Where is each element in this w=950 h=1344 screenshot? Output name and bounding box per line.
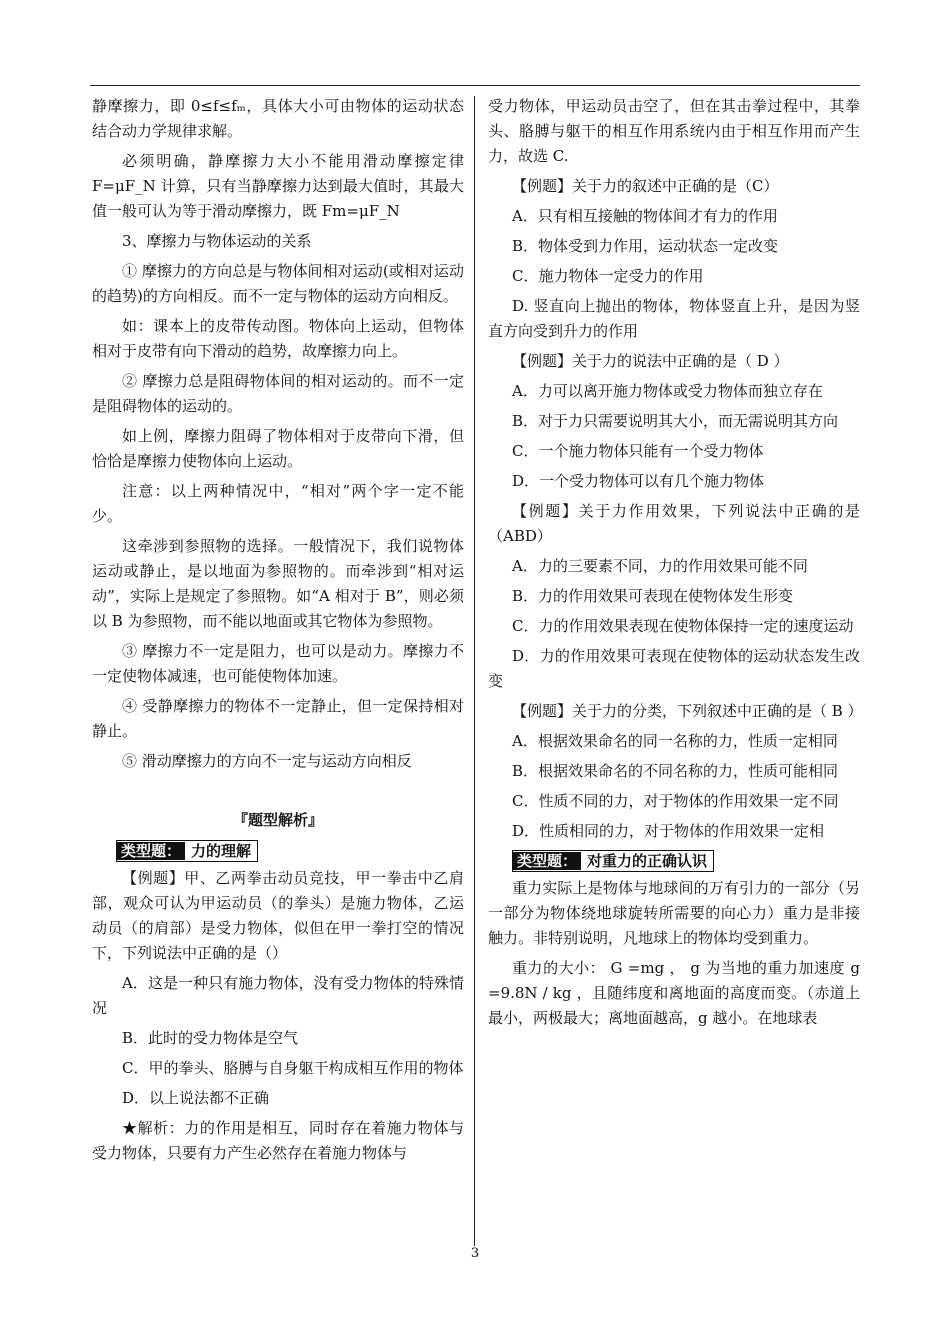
option: C．一个施力物体只能有一个受力物体 [512, 442, 764, 460]
example-question: 【例题】关于力的叙述中正确的是（C） [512, 177, 779, 195]
option: A．力可以离开施力物体或受力物体而独立存在 [512, 382, 823, 400]
option: A．力的三要素不同，力的作用效果可能不同 [512, 557, 808, 575]
type-box-title: 对重力的正确认识 [587, 852, 708, 870]
paragraph: 必须明确，静摩擦力大小不能用滑动摩擦定律 F=μF_N 计算，只有当静摩擦力达到最大值时，其最大值一般可认为等于滑动摩擦力，既 Fm=μF_N [92, 152, 464, 220]
right-column [488, 94, 863, 1036]
option: D．一个受力物体可以有几个施力物体 [512, 472, 765, 490]
example-question: 【例题】关于力的分类，下列叙述中正确的是（ B ） [512, 702, 863, 720]
option: B．根据效果命名的不同名称的力，性质可能相同 [512, 762, 839, 780]
type-box-label: 类型题： [513, 852, 581, 870]
paragraph: 受力物体，甲运动员击空了，但在其击拳过程中，其拳头、胳膊与躯干的相互作用系统内由于相互作用而产生力，故选 C. [488, 97, 860, 165]
option: A．只有相互接触的物体间才有力的作用 [512, 207, 778, 225]
paragraph: ① 摩擦力的方向总是与物体间相对运动(或相对运动的趋势)的方向相反。而不一定与物体的运动方向相反。 [92, 262, 464, 305]
example-question: 【例题】甲、乙两拳击动员竞技，甲一拳击中乙肩部，观众可认为甲运动员（的拳头）是施力物体，乙运动员（的肩部）是受力物体，似但在甲一拳打空的情况下，下列说法中正确的是（） [92, 869, 464, 962]
paragraph: ② 摩擦力总是阻碍物体间的相对运动的。而不一定是阻碍物体的运动的。 [92, 372, 464, 415]
type-box-label: 类型题： [117, 842, 185, 860]
section-title: 『题型解析』 [232, 811, 323, 829]
paragraph: 重力实际上是物体与地球间的万有引力的一部分（另一部分为物体绕地球旋转所需要的向心力）重力是非接触力。非特别说明，凡地球上的物体均受到重力。 [488, 879, 860, 947]
paragraph: ⑤ 滑动摩擦力的方向不一定与运动方向相反 [122, 752, 412, 770]
option: B．对于力只需要说明其大小，而无需说明其方向 [512, 412, 839, 430]
example-question: 【例题】关于力的说法中正确的是（ D ） [512, 352, 789, 370]
paragraph: 这牵涉到参照物的选择。一般情况下，我们说物体运动或静止，是以地面为参照物的。而牵涉到“相对运动”，实际上是规定了参照物。如“A 相对于 B”，则必须以 B 为参照物，而不能以地面或其它物体为参照物。 [92, 537, 464, 630]
type-box [512, 850, 714, 872]
option: D．性质相同的力，对于物体的作用效果一定相 [512, 822, 825, 840]
option: C．甲的拳头、胳膊与自身躯干构成相互作用的物体 [122, 1059, 464, 1077]
paragraph: 如上例，摩擦力阻碍了物体相对于皮带向下滑，但恰恰是摩擦力使物体向上运动。 [92, 427, 464, 470]
left-column [92, 94, 464, 1171]
paragraph: ④ 受静摩擦力的物体不一定静止，但一定保持相对静止。 [92, 697, 464, 740]
analysis: ★解析：力的作用是相互，同时存在着施力物体与受力物体，只要有力产生必然存在着施力物体与 [92, 1119, 464, 1162]
example-question: 【例题】关于力作用效果，下列说法中正确的是（ABD） [488, 502, 860, 545]
option: D．力的作用效果可表现在使物体的运动状态发生改变 [488, 647, 860, 690]
option: B．此时的受力物体是空气 [122, 1029, 299, 1047]
subheading: 3、摩擦力与物体运动的关系 [122, 232, 312, 250]
option: A．根据效果命名的同一名称的力，性质一定相同 [512, 732, 838, 750]
paragraph: ③ 摩擦力不一定是阻力，也可以是动力。摩擦力不一定使物体减速，也可能使物体加速。 [92, 642, 464, 685]
column-divider [474, 96, 475, 1246]
option: C．施力物体一定受力的作用 [512, 267, 704, 285]
option: D．以上说法都不正确 [122, 1089, 270, 1107]
option: B．物体受到力作用，运动状态一定改变 [512, 237, 779, 255]
option: C．性质不同的力，对于物体的作用效果一定不同 [512, 792, 839, 810]
type-box-title: 力的理解 [191, 842, 252, 860]
option: B．力的作用效果可表现在使物体发生形变 [512, 587, 794, 605]
option: A．这是一种只有施力物体，没有受力物体的特殊情况 [92, 974, 464, 1017]
option: C．力的作用效果表现在使物体保持一定的速度运动 [512, 617, 854, 635]
header-rule [90, 85, 860, 86]
type-box [116, 840, 258, 862]
paragraph: 如：课本上的皮带传动图。物体向上运动，但物体相对于皮带有向下滑动的趋势，故摩擦力向上。 [92, 317, 464, 360]
page-number: 3 [470, 1246, 480, 1261]
option: D. 竖直向上抛出的物体，物体竖直上升，是因为竖直方向受到升力的作用 [488, 297, 860, 340]
paragraph: 静摩擦力，即 0≤f≤fₘ，具体大小可由物体的运动状态结合动力学规律求解。 [92, 97, 464, 140]
paragraph: 重力的大小： G =mg ， g 为当地的重力加速度 g =9.8N / kg ，且随纬度和离地面的高度而变。（赤道上最小，两极最大；离地面越高，g 越小。在地球表 [488, 959, 860, 1027]
paragraph: 注意：以上两种情况中，“相对”两个字一定不能少。 [92, 482, 464, 525]
